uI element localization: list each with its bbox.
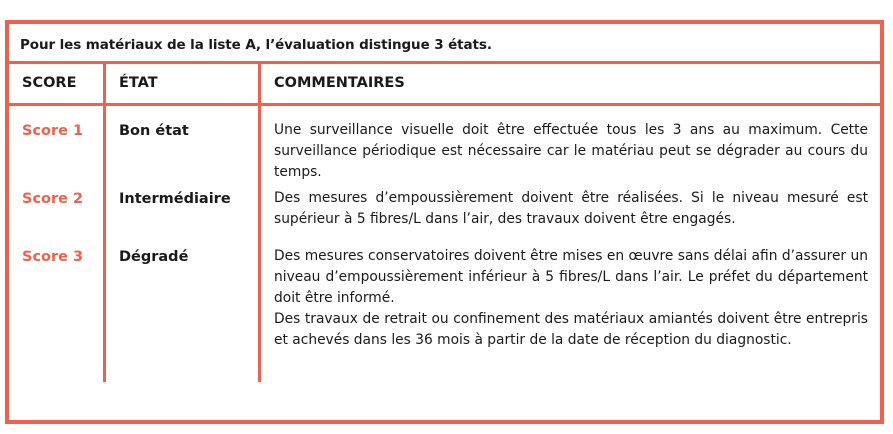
header-etat: ÉTAT — [106, 64, 261, 103]
comment-text: Des mesures conservatoires doivent être mises en œuvre sans délai afin d’assurer un niveau d’empoussièrement inférieur à 5 fibres/L dans l’air. Le préfet du département doit être informé. — [274, 248, 868, 306]
etat-label: Bon état — [119, 123, 189, 139]
score-label: Score 2 — [22, 191, 84, 207]
score-label: Score 3 — [22, 249, 84, 265]
etat-label: Intermédiaire — [119, 191, 231, 207]
etat-label: Dégradé — [119, 249, 189, 265]
table-row — [9, 106, 880, 180]
table-row — [9, 232, 880, 382]
table-row — [9, 174, 880, 232]
comment-text: Une surveillance visuelle doit être effectuée tous les 3 ans au maximum. Cette surveillance périodique est nécessaire car le matériau peut se dégrader au cours du temps. — [274, 122, 868, 180]
info-table — [5, 20, 884, 424]
table-header-row — [9, 64, 880, 106]
table-caption: Pour les matériaux de la liste A, l’évaluation distingue 3 états. — [9, 24, 880, 64]
score-label: Score 1 — [22, 123, 84, 139]
comment-text: Des travaux de retrait ou confinement des matériaux amiantés doivent être entrepris et achevés dans les 36 mois à partir de la date de réception du diagnostic. — [274, 311, 868, 348]
header-score: SCORE — [9, 64, 106, 103]
comment-text: Des mesures d’empoussièrement doivent être réalisées. Si le niveau mesuré est supérieur à 5 fibres/L dans l’air, des travaux doivent être engagés. — [274, 190, 868, 227]
header-commentaires: COMMENTAIRES — [274, 75, 405, 91]
